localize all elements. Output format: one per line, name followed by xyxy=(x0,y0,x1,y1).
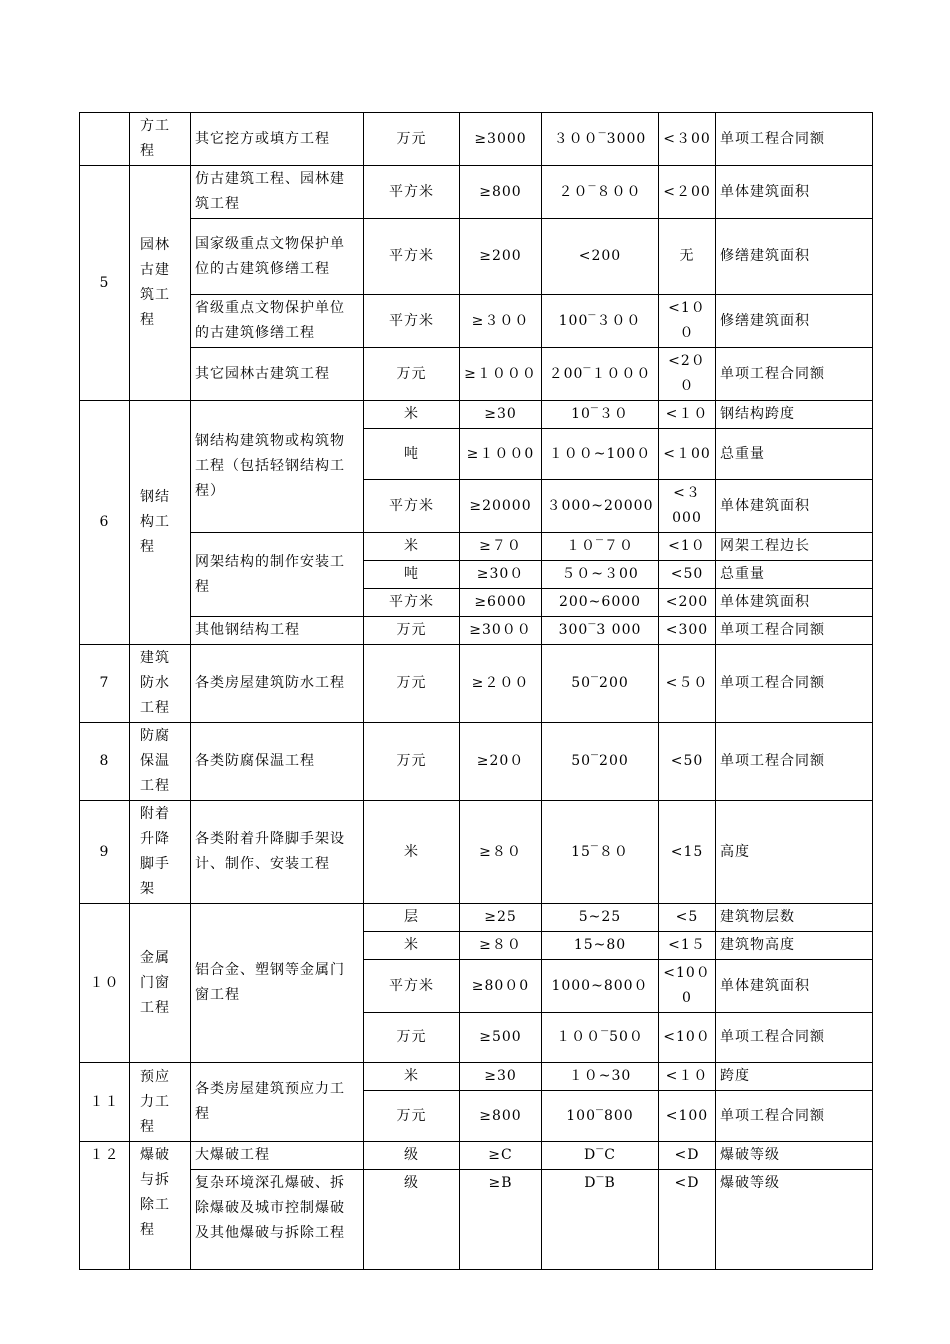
unit-cell: 平方米 xyxy=(364,166,460,219)
category-cell: 方工程 xyxy=(130,113,191,166)
basis-cell: 单项工程合同额 xyxy=(716,1091,873,1142)
large-cell: ≥20000 xyxy=(460,480,542,533)
large-cell: ≥１０００ xyxy=(460,348,542,401)
medium-cell: ２00‾１０００ xyxy=(542,348,659,401)
basis-cell: 跨度 xyxy=(716,1063,873,1091)
large-cell: ≥30００ xyxy=(460,617,542,645)
large-cell: ≥800 xyxy=(460,1091,542,1142)
basis-cell: 单体建筑面积 xyxy=(716,480,873,533)
medium-cell: 100‾800 xyxy=(542,1091,659,1142)
small-cell: 无 xyxy=(659,219,716,295)
category-cell: 钢结构工程 xyxy=(130,401,191,645)
table-row xyxy=(80,1170,873,1270)
small-cell: <１00 xyxy=(659,429,716,480)
category-cell: 附着升降脚手架 xyxy=(130,801,191,904)
unit-cell: 万元 xyxy=(364,617,460,645)
medium-cell: 50‾200 xyxy=(542,645,659,723)
basis-cell: 建筑物层数 xyxy=(716,904,873,932)
medium-cell: 5~25 xyxy=(542,904,659,932)
unit-cell: 万元 xyxy=(364,1091,460,1142)
basis-cell: 单项工程合同额 xyxy=(716,645,873,723)
basis-cell: 高度 xyxy=(716,801,873,904)
basis-cell: 单项工程合同额 xyxy=(716,113,873,166)
seq-cell: 9 xyxy=(80,801,130,904)
item-cell: 各类附着升降脚手架设计、制作、安装工程 xyxy=(191,801,364,904)
basis-cell: 总重量 xyxy=(716,561,873,589)
basis-cell: 单项工程合同额 xyxy=(716,723,873,801)
large-cell: ≥30 xyxy=(460,401,542,429)
item-cell: 各类房屋建筑防水工程 xyxy=(191,645,364,723)
unit-cell: 级 xyxy=(364,1170,460,1270)
medium-cell: １０‾７０ xyxy=(542,533,659,561)
small-cell: <３00 xyxy=(659,113,716,166)
large-cell: ≥500 xyxy=(460,1013,542,1063)
medium-cell: <200 xyxy=(542,219,659,295)
unit-cell: 米 xyxy=(364,801,460,904)
small-cell: <D xyxy=(659,1170,716,1270)
small-cell: <100 xyxy=(659,1091,716,1142)
small-cell: <50 xyxy=(659,561,716,589)
unit-cell: 吨 xyxy=(364,429,460,480)
item-cell: 各类防腐保温工程 xyxy=(191,723,364,801)
unit-cell: 吨 xyxy=(364,561,460,589)
unit-cell: 平方米 xyxy=(364,480,460,533)
large-cell: ≥200 xyxy=(460,219,542,295)
large-cell: ≥２００ xyxy=(460,645,542,723)
unit-cell: 平方米 xyxy=(364,960,460,1013)
small-cell: <2００ xyxy=(659,348,716,401)
large-cell: ≥B xyxy=(460,1170,542,1270)
table-row xyxy=(80,904,873,932)
item-cell: 复杂环境深孔爆破、拆除爆破及城市控制爆破及其他爆破与拆除工程 xyxy=(191,1170,364,1270)
category-cell: 建筑防水工程 xyxy=(130,645,191,723)
small-cell: <１０ xyxy=(659,1063,716,1091)
table-row xyxy=(80,645,873,723)
item-cell: 其它园林古建筑工程 xyxy=(191,348,364,401)
basis-cell: 修缮建筑面积 xyxy=(716,219,873,295)
table-row xyxy=(80,1142,873,1170)
unit-cell: 平方米 xyxy=(364,589,460,617)
unit-cell: 级 xyxy=(364,1142,460,1170)
table-row xyxy=(80,723,873,801)
medium-cell: ３００‾3000 xyxy=(542,113,659,166)
small-cell: <5 xyxy=(659,904,716,932)
table-row xyxy=(80,1063,873,1091)
table-row xyxy=(80,219,873,295)
unit-cell: 万元 xyxy=(364,348,460,401)
seq-cell: 6 xyxy=(80,401,130,645)
medium-cell: 50‾200 xyxy=(542,723,659,801)
large-cell: ≥3000 xyxy=(460,113,542,166)
unit-cell: 平方米 xyxy=(364,295,460,348)
small-cell: <５０ xyxy=(659,645,716,723)
category-cell: 金属门窗工程 xyxy=(130,904,191,1063)
large-cell: ≥80０0 xyxy=(460,960,542,1013)
unit-cell: 米 xyxy=(364,932,460,960)
basis-cell: 网架工程边长 xyxy=(716,533,873,561)
basis-cell: 单体建筑面积 xyxy=(716,960,873,1013)
medium-cell: 10‾３０ xyxy=(542,401,659,429)
table-row xyxy=(80,166,873,219)
basis-cell: 单体建筑面积 xyxy=(716,589,873,617)
medium-cell: 1000~800０ xyxy=(542,960,659,1013)
category-cell: 防腐保温工程 xyxy=(130,723,191,801)
large-cell: ≥８０ xyxy=(460,801,542,904)
category-cell: 预应力工程 xyxy=(130,1063,191,1142)
basis-cell: 单项工程合同额 xyxy=(716,1013,873,1063)
item-cell: 网架结构的制作安装工程 xyxy=(191,533,364,617)
category-cell: 爆破与拆除工程 xyxy=(130,1142,191,1270)
small-cell: <300 xyxy=(659,617,716,645)
medium-cell: １００‾50０ xyxy=(542,1013,659,1063)
large-cell: ≥３００ xyxy=(460,295,542,348)
basis-cell: 单项工程合同额 xyxy=(716,617,873,645)
table-row xyxy=(80,533,873,561)
basis-cell: 爆破等级 xyxy=(716,1170,873,1270)
medium-cell: １０~30 xyxy=(542,1063,659,1091)
unit-cell: 层 xyxy=(364,904,460,932)
table-row xyxy=(80,348,873,401)
large-cell: ≥800 xyxy=(460,166,542,219)
basis-cell: 单体建筑面积 xyxy=(716,166,873,219)
unit-cell: 万元 xyxy=(364,645,460,723)
small-cell: <1００ xyxy=(659,295,716,348)
basis-cell: 修缮建筑面积 xyxy=(716,295,873,348)
medium-cell: 15~80 xyxy=(542,932,659,960)
seq-cell: １２ xyxy=(80,1142,130,1270)
item-cell: 大爆破工程 xyxy=(191,1142,364,1170)
table-row xyxy=(80,113,873,166)
category-cell: 园林古建筑工程 xyxy=(130,166,191,401)
basis-cell: 单项工程合同额 xyxy=(716,348,873,401)
large-cell: ≥25 xyxy=(460,904,542,932)
item-cell: 仿古建筑工程、园林建筑工程 xyxy=(191,166,364,219)
item-cell: 铝合金、塑钢等金属门窗工程 xyxy=(191,904,364,1063)
item-cell: 各类房屋建筑预应力工程 xyxy=(191,1063,364,1142)
large-cell: ≥１００0 xyxy=(460,429,542,480)
small-cell: <15 xyxy=(659,801,716,904)
medium-cell: ２０‾８００ xyxy=(542,166,659,219)
basis-cell: 钢结构跨度 xyxy=(716,401,873,429)
large-cell: ≥30０ xyxy=(460,561,542,589)
large-cell: ≥８０ xyxy=(460,932,542,960)
large-cell: ≥７０ xyxy=(460,533,542,561)
medium-cell: 100‾３００ xyxy=(542,295,659,348)
unit-cell: 米 xyxy=(364,401,460,429)
unit-cell: 万元 xyxy=(364,723,460,801)
small-cell: <50 xyxy=(659,723,716,801)
unit-cell: 米 xyxy=(364,1063,460,1091)
large-cell: ≥C xyxy=(460,1142,542,1170)
large-cell: ≥20０ xyxy=(460,723,542,801)
small-cell: <10０0 xyxy=(659,960,716,1013)
item-cell: 其它挖方或填方工程 xyxy=(191,113,364,166)
seq-cell: 5 xyxy=(80,166,130,401)
construction-scale-table xyxy=(79,112,873,1270)
small-cell: <D xyxy=(659,1142,716,1170)
small-cell: <200 xyxy=(659,589,716,617)
table-row xyxy=(80,295,873,348)
seq-cell: 7 xyxy=(80,645,130,723)
unit-cell: 万元 xyxy=(364,1013,460,1063)
table-row xyxy=(80,801,873,904)
medium-cell: １００~100０ xyxy=(542,429,659,480)
small-cell: <２00 xyxy=(659,166,716,219)
small-cell: <３000 xyxy=(659,480,716,533)
seq-cell xyxy=(80,113,130,166)
item-cell: 省级重点文物保护单位的古建筑修缮工程 xyxy=(191,295,364,348)
basis-cell: 建筑物高度 xyxy=(716,932,873,960)
item-cell: 国家级重点文物保护单位的古建筑修缮工程 xyxy=(191,219,364,295)
seq-cell: 8 xyxy=(80,723,130,801)
table-row xyxy=(80,617,873,645)
large-cell: ≥30 xyxy=(460,1063,542,1091)
unit-cell: 米 xyxy=(364,533,460,561)
small-cell: <1０ xyxy=(659,533,716,561)
small-cell: <１０ xyxy=(659,401,716,429)
medium-cell: 15‾８０ xyxy=(542,801,659,904)
large-cell: ≥6000 xyxy=(460,589,542,617)
medium-cell: 200~6000 xyxy=(542,589,659,617)
unit-cell: 平方米 xyxy=(364,219,460,295)
medium-cell: D‾B xyxy=(542,1170,659,1270)
small-cell: <1５ xyxy=(659,932,716,960)
medium-cell: ３000~20000 xyxy=(542,480,659,533)
table-row xyxy=(80,401,873,429)
basis-cell: 总重量 xyxy=(716,429,873,480)
seq-cell: １１ xyxy=(80,1063,130,1142)
medium-cell: D‾C xyxy=(542,1142,659,1170)
medium-cell: ５０~３00 xyxy=(542,561,659,589)
seq-cell: １０ xyxy=(80,904,130,1063)
medium-cell: 300‾3 000 xyxy=(542,617,659,645)
item-cell: 钢结构建筑物或构筑物工程（包括轻钢结构工程） xyxy=(191,401,364,533)
small-cell: <10０ xyxy=(659,1013,716,1063)
unit-cell: 万元 xyxy=(364,113,460,166)
basis-cell: 爆破等级 xyxy=(716,1142,873,1170)
item-cell: 其他钢结构工程 xyxy=(191,617,364,645)
